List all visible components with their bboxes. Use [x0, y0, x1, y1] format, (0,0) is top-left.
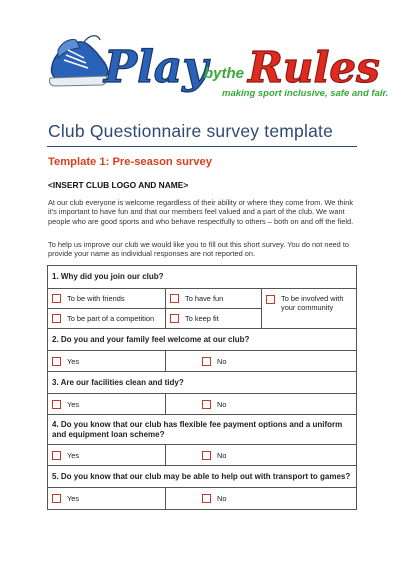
intro-paragraph: At our club everyone is welcome regardless of their ability or where they come from. We think it's important to have fun and that our members feel valued and a part of the club. We want people who are good sports and who behave respectfully to others – both on and off the field. — [48, 198, 354, 226]
answer-row — [48, 445, 357, 466]
answer-cell — [166, 351, 357, 372]
option-no[interactable] — [202, 400, 352, 409]
question-text: 4. Do you know that our club has flexible fee payment options and a uniform and equipment loan scheme? — [48, 415, 357, 445]
answer-cell — [48, 394, 166, 415]
option-label: To have fun — [185, 294, 224, 303]
option-yes[interactable] — [52, 400, 161, 409]
option-label: Yes — [67, 494, 80, 503]
option-label: To be part of a competition — [67, 314, 155, 323]
answer-row — [48, 289, 357, 309]
logo-rules-text: Rules — [248, 43, 380, 92]
question-row — [48, 329, 357, 351]
checkbox[interactable] — [52, 357, 61, 366]
option-competition[interactable] — [52, 314, 161, 323]
answer-cell — [48, 445, 166, 466]
question-text: 3. Are our facilities clean and tidy? — [48, 372, 357, 394]
answer-cell — [166, 289, 262, 309]
logo-bythe-text: bythe — [204, 65, 245, 82]
option-yes[interactable] — [52, 494, 161, 503]
checkbox[interactable] — [202, 400, 211, 409]
page-title: Club Questionnaire survey template — [48, 121, 333, 141]
option-no[interactable] — [202, 357, 352, 366]
answer-row — [48, 351, 357, 372]
question-row — [48, 415, 357, 445]
play-by-the-rules-logo — [44, 28, 389, 104]
checkbox[interactable] — [52, 294, 61, 303]
option-yes[interactable] — [52, 451, 161, 460]
checkbox[interactable] — [202, 494, 211, 503]
answer-cell — [262, 289, 357, 329]
option-keep-fit[interactable] — [170, 314, 257, 323]
checkbox[interactable] — [202, 357, 211, 366]
answer-cell — [48, 488, 166, 510]
option-label: To be with friends — [67, 294, 125, 303]
question-text: 5. Do you know that our club may be able to help out with transport to games? — [48, 466, 357, 488]
checkbox[interactable] — [52, 400, 61, 409]
answer-row — [48, 488, 357, 510]
club-logo-placeholder: <INSERT CLUB LOGO AND NAME> — [48, 180, 189, 190]
option-no[interactable] — [202, 451, 352, 460]
checkbox[interactable] — [52, 494, 61, 503]
option-label: Yes — [67, 356, 80, 366]
answer-cell — [166, 394, 357, 415]
questionnaire-table — [47, 265, 357, 510]
question-text: 1. Why did you join our club? — [48, 266, 357, 289]
answer-cell — [48, 309, 166, 329]
question-row — [48, 372, 357, 394]
option-yes[interactable] — [52, 357, 161, 366]
option-label: To keep fit — [185, 314, 219, 323]
checkbox[interactable] — [170, 294, 179, 303]
template-subtitle: Template 1: Pre-season survey — [48, 156, 212, 168]
answer-cell — [48, 289, 166, 309]
checkbox[interactable] — [202, 451, 211, 460]
option-to-be-with-friends[interactable] — [52, 294, 161, 303]
logo-play-text: Play — [104, 42, 208, 93]
checkbox[interactable] — [266, 295, 275, 304]
option-community[interactable] — [266, 294, 352, 312]
answer-cell — [166, 488, 357, 510]
option-label: Yes — [67, 450, 80, 460]
option-to-have-fun[interactable] — [170, 294, 257, 303]
option-label: No — [217, 494, 227, 503]
question-row — [48, 466, 357, 488]
title-divider — [47, 146, 357, 147]
answer-cell — [48, 351, 166, 372]
instructions-paragraph: To help us improve our club we would like you to fill out this short survey. You do not need to provide your name as individual responses are not reported on. — [48, 240, 349, 259]
question-row — [48, 266, 357, 289]
checkbox[interactable] — [170, 314, 179, 323]
checkbox[interactable] — [52, 451, 61, 460]
option-label: No — [217, 450, 227, 460]
sneaker-icon — [49, 36, 107, 86]
checkbox[interactable] — [52, 314, 61, 323]
answer-row — [48, 394, 357, 415]
option-label: To be involved with your community — [281, 294, 344, 312]
option-label: Yes — [67, 399, 80, 409]
answer-cell — [166, 309, 262, 329]
option-label: No — [217, 399, 227, 409]
option-no[interactable] — [202, 494, 352, 503]
option-label: No — [217, 356, 227, 366]
logo-tagline: making sport inclusive, safe and fair. — [222, 88, 389, 99]
question-text: 2. Do you and your family feel welcome at our club? — [48, 329, 357, 351]
logo-graphic — [44, 28, 389, 104]
answer-cell — [166, 445, 357, 466]
